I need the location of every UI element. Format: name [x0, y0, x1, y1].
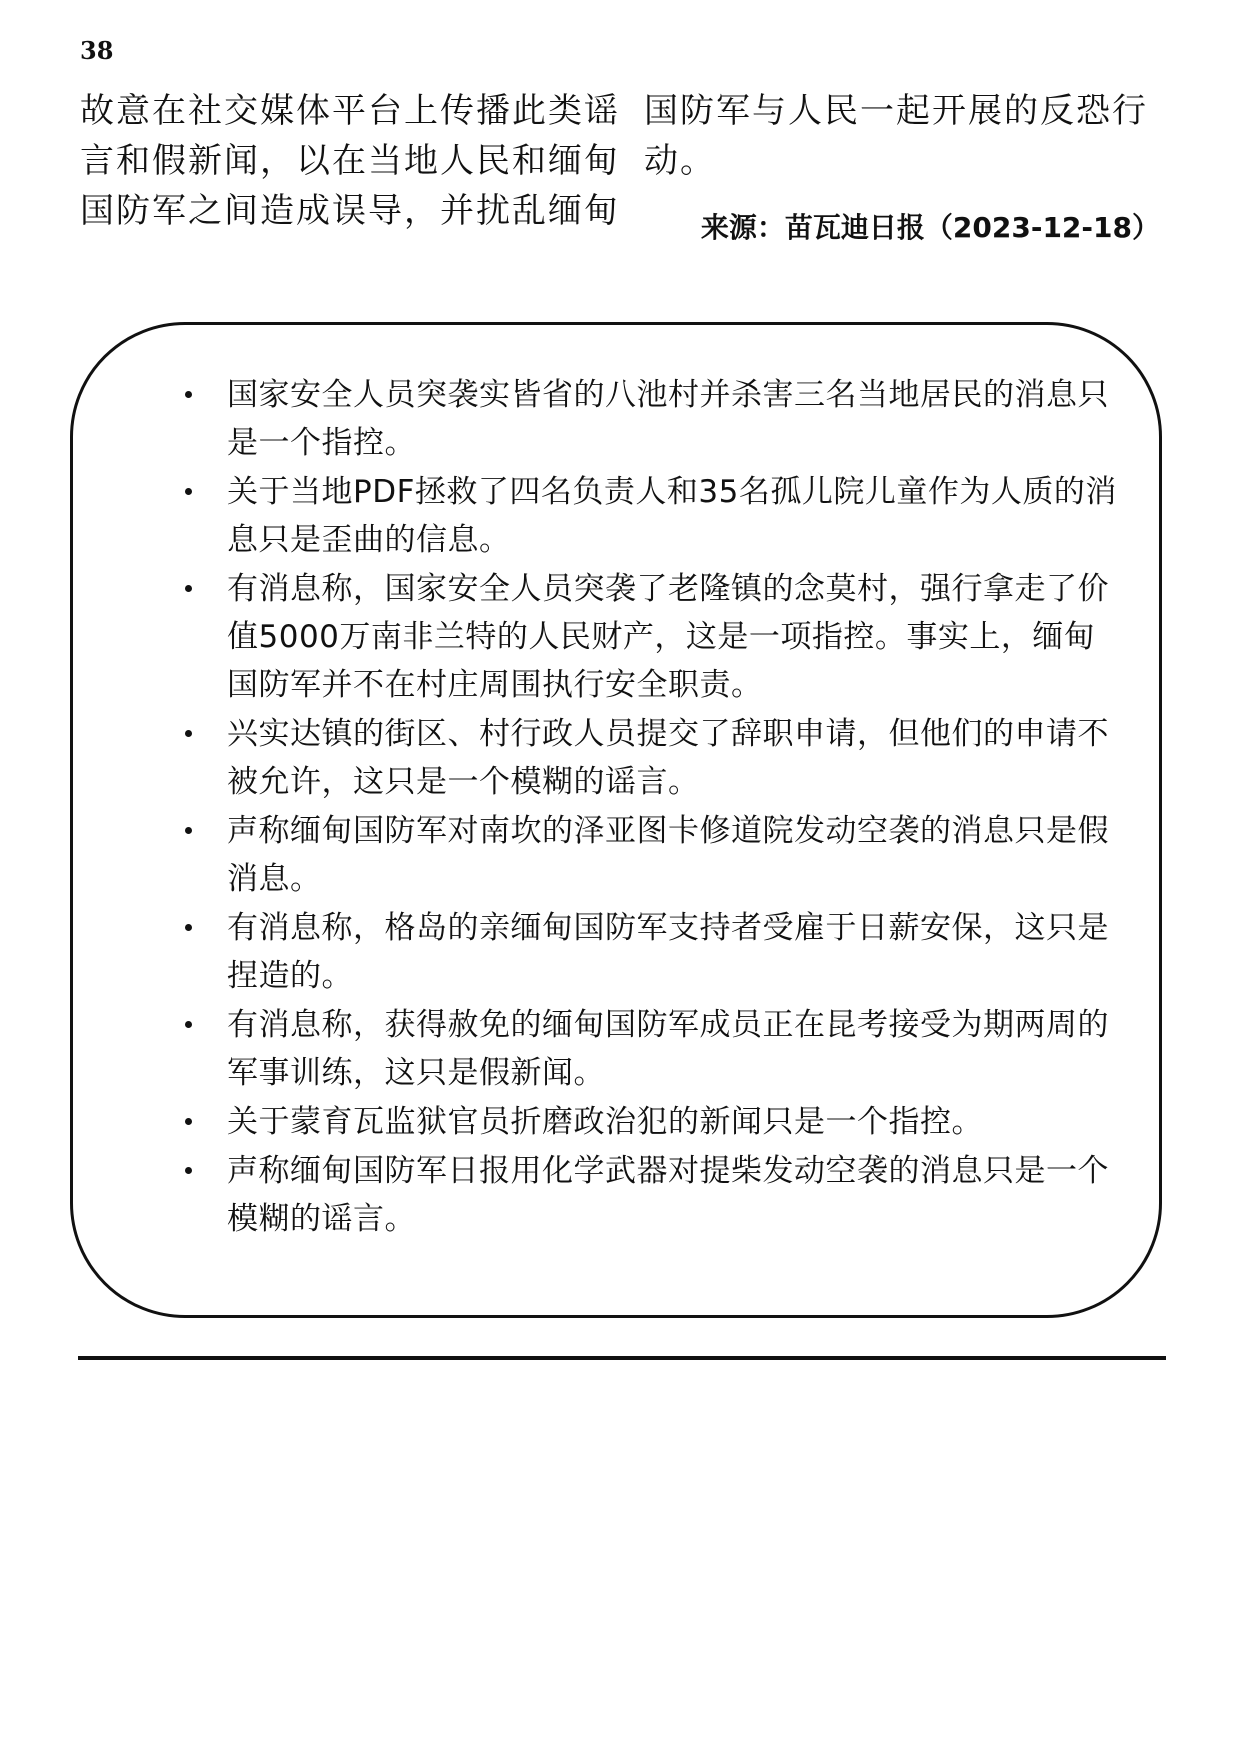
- bullet-icon: [185, 1167, 192, 1174]
- list-item: [123, 371, 1123, 467]
- list-item: [123, 1098, 1123, 1146]
- article-text-left: 故意在社交媒体平台上传播此类谣言和假新闻，以在当地人民和缅甸国防军之间造成误导，并扰乱缅甸: [80, 91, 620, 231]
- article-text-right: 国防军与人民一起开展的反恐行动。: [644, 91, 1148, 181]
- list-item: [123, 468, 1123, 564]
- list-item-text: 有消息称，格岛的亲缅甸国防军支持者受雇于日薪安保，这只是捏造的。: [227, 910, 1109, 994]
- list-item-text: 国家安全人员突袭实皆省的八池村并杀害三名当地居民的消息只是一个指控。: [227, 377, 1109, 461]
- article-column-left: [80, 86, 620, 236]
- fact-check-box: [70, 322, 1162, 1318]
- bullet-icon: [185, 924, 192, 931]
- article-source: 来源：苗瓦迪日报（2023-12-18）: [700, 211, 1160, 244]
- section-divider: [78, 1356, 1166, 1360]
- list-item-text: 兴实达镇的街区、村行政人员提交了辞职申请，但他们的申请不被允许，这只是一个模糊的谣言。: [227, 716, 1109, 800]
- list-item: [123, 904, 1123, 1000]
- bullet-icon: [185, 827, 192, 834]
- list-item-text: 声称缅甸国防军日报用化学武器对提柴发动空袭的消息只是一个模糊的谣言。: [227, 1153, 1109, 1237]
- page-number: 38: [80, 36, 114, 65]
- list-item: [123, 1001, 1123, 1097]
- list-item: [123, 710, 1123, 806]
- bullet-icon: [185, 488, 192, 495]
- bullet-icon: [185, 391, 192, 398]
- bullet-icon: [185, 1118, 192, 1125]
- list-item-text: 有消息称，获得赦免的缅甸国防军成员正在昆考接受为期两周的军事训练，这只是假新闻。: [227, 1007, 1109, 1091]
- list-item-text: 声称缅甸国防军对南坎的泽亚图卡修道院发动空袭的消息只是假消息。: [227, 813, 1109, 897]
- list-item-text: 有消息称，国家安全人员突袭了老隆镇的念莫村，强行拿走了价值5000万南非兰特的人民财产，这是一项指控。事实上，缅甸国防军并不在村庄周围执行安全职责。: [227, 571, 1109, 703]
- list-item-text: 关于当地PDF拯救了四名负责人和35名孤儿院儿童作为人质的消息只是歪曲的信息。: [227, 474, 1117, 558]
- bullet-icon: [185, 730, 192, 737]
- fact-check-list: [123, 371, 1123, 1244]
- article-column-right: [644, 86, 1164, 186]
- list-item: [123, 1147, 1123, 1243]
- list-item: [123, 807, 1123, 903]
- list-item-text: 关于蒙育瓦监狱官员折磨政治犯的新闻只是一个指控。: [227, 1104, 983, 1140]
- bullet-icon: [185, 1021, 192, 1028]
- list-item: [123, 565, 1123, 709]
- bullet-icon: [185, 585, 192, 592]
